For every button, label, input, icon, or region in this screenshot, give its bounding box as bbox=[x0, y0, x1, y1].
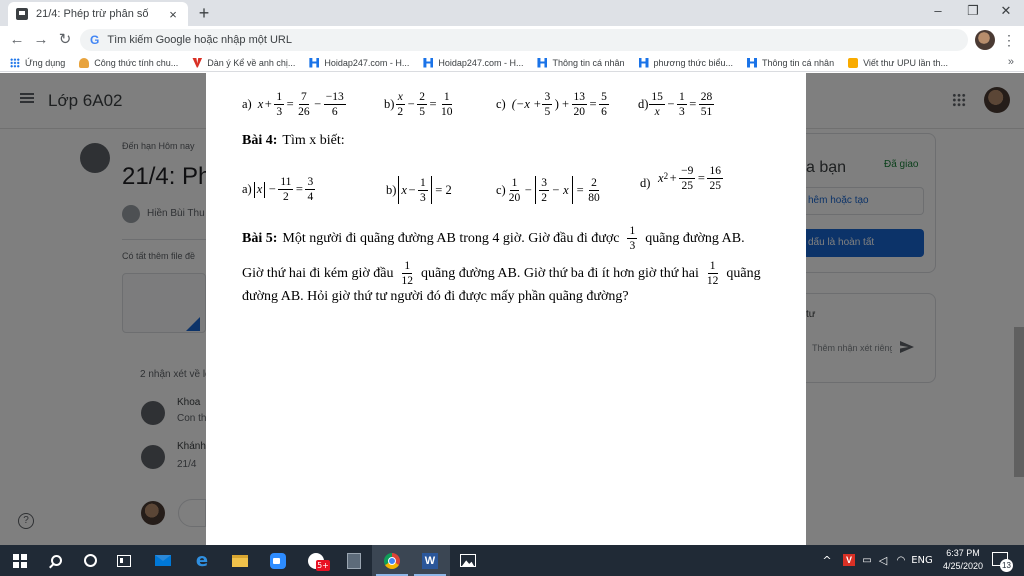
google-icon: G bbox=[90, 33, 100, 47]
hoidap-icon bbox=[747, 58, 757, 68]
denominator: 6 bbox=[601, 106, 607, 118]
denominator: 2 bbox=[397, 106, 404, 118]
exercise-5-line-1 bbox=[242, 225, 745, 252]
exercise-text: quãng đường AB. Giờ thứ ba đi ít hơn giờ thứ hai bbox=[420, 265, 699, 281]
back-button[interactable]: ← bbox=[9, 31, 25, 48]
fraction bbox=[586, 177, 602, 204]
mail-app[interactable] bbox=[143, 545, 183, 576]
problem-label: c) bbox=[496, 97, 506, 111]
numerator: 5 bbox=[601, 91, 607, 103]
denominator: 12 bbox=[706, 275, 719, 287]
fraction bbox=[324, 91, 346, 118]
bookmarks-bar bbox=[0, 54, 1024, 72]
operator: = bbox=[286, 97, 294, 111]
numerator: −13 bbox=[325, 91, 344, 103]
omnibox-placeholder: Tìm kiếm Google hoặc nhập một URL bbox=[107, 34, 292, 46]
fraction bbox=[439, 91, 455, 118]
denominator: 5 bbox=[419, 106, 425, 118]
numerator: 13 bbox=[573, 91, 586, 103]
folder-icon bbox=[232, 555, 248, 567]
bookmark-apps[interactable] bbox=[10, 58, 65, 68]
fraction bbox=[599, 91, 609, 118]
operator: = 2 bbox=[435, 182, 452, 197]
fraction bbox=[507, 177, 523, 204]
vietjack-icon bbox=[192, 58, 202, 68]
bookmark-label: Thông tin cá nhân bbox=[762, 57, 835, 68]
problem-3c bbox=[496, 91, 610, 118]
clock-date: 4/25/2020 bbox=[942, 561, 984, 571]
numerator: 11 bbox=[280, 176, 292, 188]
edge-app[interactable] bbox=[182, 545, 222, 576]
omnibox[interactable] bbox=[80, 29, 968, 51]
numerator: 1 bbox=[276, 91, 283, 103]
winrar-app[interactable] bbox=[334, 545, 374, 576]
operator: − bbox=[408, 182, 416, 197]
denominator: x bbox=[654, 106, 660, 118]
fraction bbox=[572, 91, 588, 118]
edge-icon: e bbox=[195, 550, 209, 571]
problem-label: a) bbox=[242, 97, 252, 111]
operator: = bbox=[295, 182, 303, 196]
numerator: 2 bbox=[419, 91, 425, 103]
worksheet-image-viewer bbox=[206, 73, 806, 545]
viber-badge: 5+ bbox=[317, 561, 329, 570]
chrome-icon bbox=[384, 553, 400, 569]
exercise-text: quãng bbox=[726, 265, 761, 281]
bookmark-item[interactable] bbox=[848, 58, 948, 68]
start-button[interactable] bbox=[0, 545, 40, 576]
bookmark-label: Ứng dụng bbox=[25, 57, 66, 68]
fraction bbox=[649, 91, 665, 118]
variable: x bbox=[658, 171, 664, 185]
language-indicator[interactable]: ENG bbox=[911, 555, 933, 566]
tab-close-icon[interactable]: × bbox=[169, 6, 177, 22]
fraction bbox=[305, 176, 315, 203]
operator: − bbox=[667, 97, 675, 111]
apps-grid-icon bbox=[10, 58, 20, 68]
viber-app[interactable] bbox=[296, 545, 336, 576]
problem-4a bbox=[242, 176, 316, 203]
exercise-text: quãng đường AB. bbox=[645, 230, 745, 246]
new-tab-button[interactable]: + bbox=[198, 3, 210, 23]
numerator: 15 bbox=[651, 91, 663, 103]
denominator: 3 bbox=[420, 191, 426, 204]
fraction bbox=[395, 91, 405, 118]
forward-button[interactable]: → bbox=[33, 31, 49, 48]
hoidap-icon bbox=[423, 58, 433, 68]
maximize-button[interactable]: ❐ bbox=[967, 3, 979, 18]
vietkey-icon[interactable]: V bbox=[843, 554, 855, 566]
fraction bbox=[539, 177, 549, 204]
variable: x bbox=[257, 97, 264, 111]
reload-button[interactable]: ↻ bbox=[58, 31, 72, 48]
windows-taskbar bbox=[0, 545, 1024, 576]
minimize-button[interactable]: – bbox=[934, 3, 942, 18]
mail-icon bbox=[155, 555, 171, 566]
numerator: 3 bbox=[307, 176, 314, 188]
zoom-app[interactable] bbox=[258, 545, 298, 576]
problem-4b bbox=[386, 176, 453, 204]
expression-part: − x bbox=[551, 182, 569, 197]
numerator: 1 bbox=[443, 91, 450, 103]
operator: + bbox=[264, 97, 272, 111]
denominator: 26 bbox=[298, 106, 310, 118]
bookmark-label: Công thức tính chu... bbox=[94, 57, 179, 68]
fraction bbox=[274, 91, 284, 118]
denominator: 3 bbox=[678, 106, 685, 118]
fraction bbox=[627, 225, 637, 252]
volume-icon[interactable]: ◁ bbox=[878, 554, 888, 567]
numerator: 3 bbox=[544, 91, 551, 103]
photos-app[interactable] bbox=[448, 545, 488, 576]
fraction bbox=[679, 165, 695, 192]
fraction bbox=[399, 260, 415, 287]
bookmark-label: Hoidap247.com - H... bbox=[438, 57, 524, 68]
problem-label: d) bbox=[638, 97, 649, 111]
denominator: 4 bbox=[307, 191, 314, 203]
denominator: 3 bbox=[629, 240, 636, 252]
denominator: 5 bbox=[544, 106, 551, 118]
tray-expand-icon[interactable]: ^ bbox=[822, 554, 832, 567]
numerator: x bbox=[397, 91, 403, 103]
denominator: 20 bbox=[573, 106, 586, 118]
fraction bbox=[677, 91, 687, 118]
archive-icon bbox=[347, 553, 361, 569]
chrome-menu-icon[interactable]: ⋮ bbox=[1002, 32, 1016, 48]
fraction bbox=[542, 91, 552, 118]
denominator: 20 bbox=[508, 191, 521, 204]
bookmark-item[interactable] bbox=[747, 58, 834, 68]
fraction bbox=[296, 91, 312, 118]
bulb-icon bbox=[79, 58, 89, 68]
exercise-4-heading bbox=[242, 133, 345, 149]
exercise-text: Một người đi quãng đường AB trong 4 giờ. Giờ đầu đi được bbox=[282, 230, 620, 246]
numerator: 3 bbox=[541, 176, 548, 189]
close-window-button[interactable]: ✕ bbox=[1000, 3, 1012, 18]
problem-3b bbox=[384, 91, 456, 118]
denominator: 51 bbox=[700, 106, 713, 118]
numerator: 16 bbox=[709, 165, 721, 177]
exercise-label: Bài 4: bbox=[242, 133, 278, 148]
exercise-label: Bài 5: bbox=[242, 230, 278, 246]
exercise-text: Tìm x biết: bbox=[282, 133, 345, 148]
numerator: 1 bbox=[511, 176, 518, 189]
clock[interactable] bbox=[936, 547, 990, 573]
problem-4d bbox=[658, 165, 724, 192]
word-app[interactable] bbox=[410, 545, 450, 576]
fraction bbox=[699, 91, 715, 118]
operator: − bbox=[268, 182, 276, 196]
problem-label: b) bbox=[386, 182, 397, 197]
operator: = bbox=[429, 97, 437, 111]
browser-tab-strip bbox=[0, 0, 1024, 26]
denominator: 25 bbox=[709, 180, 721, 192]
bookmark-label: phương thức biểu... bbox=[653, 57, 734, 68]
operator: − bbox=[407, 97, 415, 111]
bookmark-item[interactable] bbox=[79, 58, 178, 68]
denominator: 2 bbox=[283, 191, 289, 203]
task-view-button[interactable] bbox=[104, 545, 144, 576]
cortana-icon bbox=[84, 554, 97, 567]
problem-label: b) bbox=[384, 97, 395, 111]
problem-4c bbox=[496, 176, 603, 204]
word-icon: W bbox=[422, 553, 438, 569]
absolute-value bbox=[398, 176, 431, 204]
file-explorer-app[interactable] bbox=[220, 545, 260, 576]
numerator: 1 bbox=[709, 260, 716, 272]
search-icon bbox=[51, 555, 62, 566]
numerator: 2 bbox=[591, 176, 597, 189]
numerator: 1 bbox=[420, 176, 426, 189]
exercise-5-line-3 bbox=[242, 289, 629, 305]
bookmark-item[interactable] bbox=[537, 58, 624, 68]
numerator: −9 bbox=[681, 165, 694, 177]
operator: = bbox=[697, 171, 705, 185]
wifi-icon[interactable]: ◠ bbox=[896, 555, 906, 566]
denominator: 10 bbox=[441, 106, 453, 118]
operator: = bbox=[576, 182, 584, 197]
fraction bbox=[707, 165, 723, 192]
clock-time: 6:37 PM bbox=[946, 548, 980, 558]
bookmark-label: Dàn ý Kể về anh chị... bbox=[207, 57, 296, 68]
hoidap-icon bbox=[537, 58, 547, 68]
bookmark-item[interactable] bbox=[423, 58, 523, 68]
problem-label: a) bbox=[242, 182, 252, 196]
denominator: 80 bbox=[588, 191, 600, 204]
absolute-value bbox=[254, 182, 266, 198]
battery-icon[interactable]: ▭ bbox=[862, 555, 872, 566]
classroom-favicon-icon bbox=[16, 8, 28, 20]
browser-tab[interactable] bbox=[8, 2, 188, 26]
zoom-icon bbox=[270, 553, 286, 569]
variable: x bbox=[256, 182, 263, 196]
denominator: 6 bbox=[331, 106, 338, 118]
numerator: 1 bbox=[404, 260, 411, 272]
operator: = bbox=[589, 97, 597, 111]
denominator: 25 bbox=[681, 180, 693, 192]
windows-logo-icon bbox=[13, 554, 27, 568]
hoidap-icon bbox=[309, 58, 319, 68]
numerator: 1 bbox=[678, 91, 685, 103]
bookmark-label: Thông tin cá nhân bbox=[552, 57, 625, 68]
operator: − bbox=[524, 182, 532, 197]
address-toolbar bbox=[0, 26, 1024, 54]
operator: + bbox=[669, 171, 677, 185]
problem-label: c) bbox=[496, 182, 506, 197]
problem-3d bbox=[638, 91, 715, 118]
chrome-app[interactable] bbox=[372, 545, 412, 576]
bookmarks-overflow-button[interactable]: » bbox=[1007, 56, 1014, 68]
profile-avatar[interactable] bbox=[975, 30, 995, 50]
exercise-text: Giờ thứ hai đi kém giờ đầu bbox=[242, 265, 394, 281]
expression-part: ) + bbox=[554, 97, 570, 111]
denominator: 3 bbox=[276, 106, 283, 118]
task-view-icon bbox=[117, 555, 131, 567]
bookmark-item[interactable] bbox=[192, 58, 295, 68]
problem-3a bbox=[242, 91, 347, 118]
numerator: 7 bbox=[301, 91, 307, 103]
operator: = bbox=[689, 97, 697, 111]
variable: x bbox=[401, 182, 407, 197]
expression-part: (−x + bbox=[511, 97, 542, 111]
numerator: 28 bbox=[700, 91, 713, 103]
exercise-5-line-2 bbox=[242, 260, 761, 287]
photos-icon bbox=[460, 554, 476, 567]
fraction bbox=[418, 177, 428, 204]
bookmark-label: Hoidap247.com - H... bbox=[324, 57, 410, 68]
fraction bbox=[278, 176, 293, 203]
operator: − bbox=[314, 97, 322, 111]
bookmark-label: Viết thư UPU lần th... bbox=[863, 57, 948, 68]
denominator: 12 bbox=[401, 275, 413, 287]
exercise-text: đường AB. Hỏi giờ thứ tư người đó đi được mấy phần quãng đường? bbox=[242, 289, 629, 304]
hoidap-icon bbox=[639, 58, 649, 68]
problem-4d-label bbox=[640, 176, 650, 191]
numerator: 1 bbox=[629, 225, 636, 237]
tab-title: 21/4: Phép trừ phân số bbox=[36, 8, 149, 20]
fraction bbox=[705, 260, 721, 287]
problem-label: d) bbox=[640, 176, 651, 190]
exponent: 2 bbox=[663, 170, 669, 181]
bookmark-item[interactable] bbox=[639, 58, 734, 68]
fraction bbox=[417, 91, 427, 118]
absolute-value bbox=[535, 176, 573, 204]
denominator: 2 bbox=[541, 191, 548, 204]
notification-count: 13 bbox=[1000, 559, 1013, 572]
bookmark-item[interactable] bbox=[309, 58, 409, 68]
yellow-doc-icon bbox=[848, 58, 858, 68]
